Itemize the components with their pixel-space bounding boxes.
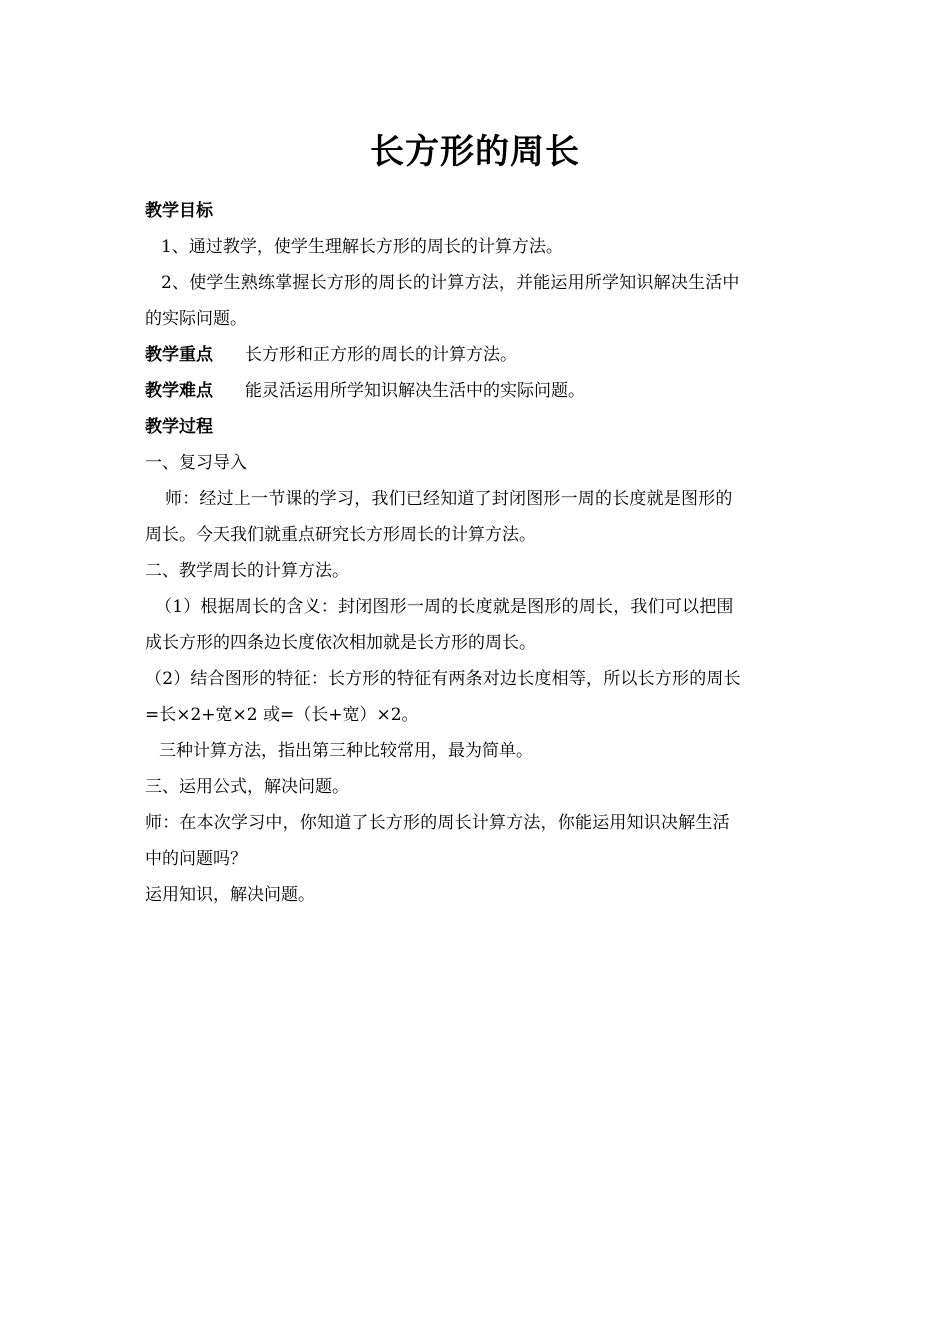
section-2-item-1-line-1: （1）根据周长的含义：封闭图形一周的长度就是图形的周长，我们可以把围 — [155, 597, 734, 617]
section-3-paragraph-line-2: 中的问题吗？ — [145, 849, 247, 869]
difficulty-row — [145, 373, 807, 409]
section-3-paragraph-line-1: 师：在本次学习中，你知道了长方形的周长计算方法，你能运用知识决解生活 — [145, 813, 730, 833]
section-1-heading: 一、复习导入 — [145, 453, 247, 473]
section-3-heading: 三、运用公式，解决问题。 — [145, 777, 349, 797]
section-2-item-2-line-1: （2）结合图形的特征：长方形的特征有两条对边长度相等，所以长方形的周长 — [145, 669, 741, 689]
key-point-row — [145, 337, 807, 373]
section-3-closing: 运用知识，解决问题。 — [145, 885, 315, 905]
document-body — [145, 193, 807, 913]
key-point-text: 长方形和正方形的周长的计算方法。 — [245, 345, 517, 365]
section-1-paragraph-line-1: 师：经过上一节课的学习，我们已经知道了封闭图形一周的长度就是图形的 — [165, 489, 733, 509]
section-2-summary: 三种计算方法，指出第三种比较常用，最为简单。 — [159, 741, 533, 761]
difficulty-text: 能灵活运用所学知识解决生活中的实际问题。 — [245, 381, 585, 401]
difficulty-label: 教学难点 — [145, 381, 213, 401]
objectives-heading: 教学目标 — [145, 201, 213, 221]
section-1-paragraph-line-2: 周长。今天我们就重点研究长方形周长的计算方法。 — [145, 525, 536, 545]
document-title: 长方形的周长 — [370, 132, 580, 172]
section-2-heading: 二、教学周长的计算方法。 — [145, 561, 349, 581]
objective-2-line-1: 2、使学生熟练掌握长方形的周长的计算方法，并能运用所学知识解决生活中 — [161, 273, 740, 293]
process-heading: 教学过程 — [145, 417, 213, 437]
section-2-item-1-line-2: 成长方形的四条边长度依次相加就是长方形的周长。 — [145, 633, 536, 653]
key-point-label: 教学重点 — [145, 345, 213, 365]
objective-1: 1、通过教学，使学生理解长方形的周长的计算方法。 — [161, 237, 563, 257]
section-2-item-2-line-2: =长×2+宽×2 或=（长+宽）×2。 — [145, 705, 419, 725]
objective-2-line-2: 的实际问题。 — [145, 309, 247, 329]
